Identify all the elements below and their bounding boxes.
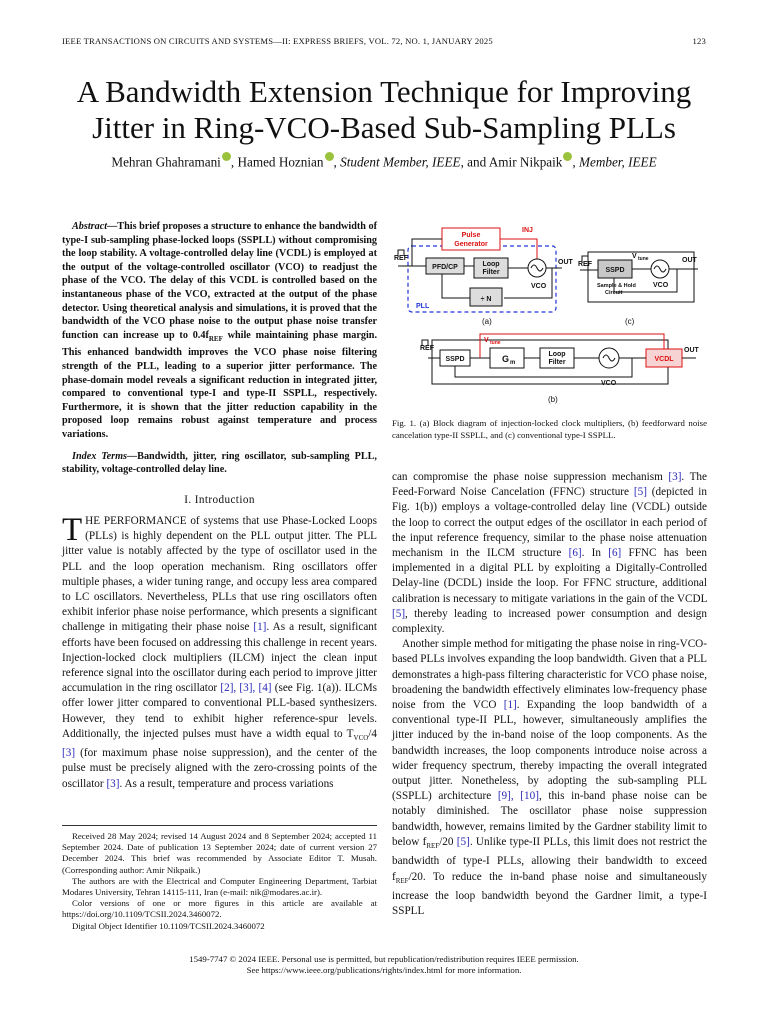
svg-text:G: G — [502, 354, 510, 364]
paragraph-bandwidth: Another simple method for mitigating the phase noise in ring-VCO-based PLLs involves expanding the loop bandwidth. Given that a PLL demonstrates a high-pass filtering characteristic for VCO phase noise, broadening the bandwidth effectively eliminates low-frequency phase noise from the VCO [1]. Expanding the loop bandwidth of a conventional type-II PLL, however, simultaneously amplifies the jitter induced by the in-band noise of the loop components. As the bandwidth increases, the loop components introduce noise across a wider frequency spectrum, thereby impacting the overall integrated output jitter. Nonetheless, by adopting the sub-sampling PLL (SSPLL) architecture [9], [10], this in-band phase noise can be notably diminished. The oscillator phase noise suppression bandwidth, however, remains limited by the Gardner stability limit to below $f_{REF}/20$ [5]. Unlike type-II PLLs, this limit does not restrict the bandwidth of type-I PLLs, allowing their bandwidth to exceed $f_{REF}/20$. To reduce the in-band phase noise and simultaneously increase the loop bandwidth beyond the Gardner limit, a type-I SSPLL — [392, 638, 707, 918]
svg-text:V: V — [484, 337, 489, 344]
svg-text:Filter: Filter — [482, 269, 500, 276]
svg-text:SSPD: SSPD — [445, 356, 465, 363]
svg-text:VCO: VCO — [531, 283, 547, 290]
svg-text:Circuit: Circuit — [605, 290, 623, 296]
title-line-2: Jitter in Ring-VCO-Based Sub-Sampling PLLs — [92, 110, 676, 145]
abstract-label: Abstract— — [72, 221, 118, 232]
citation-link[interactable]: [1] — [503, 699, 517, 712]
author-list: Mehran Ghahramani , Hamed Hoznian , Student Member, IEEE, and Amir Nikpaik , Member, IEEE — [40, 152, 728, 170]
citation-link[interactable]: [3] — [668, 471, 682, 483]
citation-link[interactable]: [5] — [456, 835, 470, 848]
section-heading: I. Introduction — [184, 493, 255, 506]
page-number: 123 — [692, 36, 706, 46]
svg-text:tune: tune — [638, 256, 649, 262]
svg-text:(c): (c) — [625, 317, 635, 326]
orcid-icon[interactable] — [325, 152, 334, 161]
svg-text:(a): (a) — [482, 317, 492, 326]
citation-link[interactable]: [2], [3], [4] — [220, 682, 272, 695]
svg-text:OUT: OUT — [682, 257, 697, 264]
citation-link[interactable]: [9], [10] — [497, 790, 539, 803]
svg-text:REF: REF — [578, 261, 592, 268]
svg-text:PLL: PLL — [416, 303, 430, 310]
svg-text:OUT: OUT — [684, 347, 699, 354]
svg-text:tune: tune — [490, 340, 501, 346]
svg-text:PFD/CP: PFD/CP — [432, 264, 458, 271]
author-3-role: Member, IEEE — [579, 154, 657, 170]
abstract: Abstract—This brief proposes a structure to enhance the bandwidth of type-I sub-sampling phase-locked loops (SSPLL) without compromising the loop stability. A voltage-controlled delay line (VCDL) is employed at the output of the voltage-controlled oscillator (VCO) to readjust the phase of the VCO. The delay of this VCDL is controlled based on the instantaneous phase of the VCO, extracted at the output of the phase detector. Using theoretical analysis and simulations, it is proved that the bandwidth of the VCO phase noise to the output phase noise transfer function can increase up to $0.4f_{REF}$ while maintaining phase margin. This enhanced bandwidth improves the VCO phase noise filtering strength of the PLL, leading to a superior jitter performance. The phase-domain model reveals a significant reduction in integrated jitter, compared to conventional type-I and type-II SSPLL, respectively. Furthermore, it is shown that the jitter reduction capability in the proposed loop remains robust against temperature and process variations. — [62, 221, 378, 440]
svg-text:OUT: OUT — [558, 259, 573, 266]
copyright-line-1: 1549-7747 © 2024 IEEE. Personal use is permitted, but republication/redistribution requires IEEE permission. — [189, 954, 579, 964]
right-column — [392, 470, 707, 919]
svg-text:Loop: Loop — [548, 351, 566, 358]
svg-text:Loop: Loop — [482, 261, 500, 268]
left-column — [62, 220, 377, 792]
orcid-icon[interactable] — [563, 152, 572, 161]
svg-text:Sample & Hold: Sample & Hold — [597, 283, 636, 289]
svg-text:V: V — [632, 253, 637, 260]
journal-name: IEEE TRANSACTIONS ON CIRCUITS AND SYSTEMS—II: EXPRESS BRIEFS, VOL. 72, NO. 1, JANUARY 2025 — [62, 36, 493, 46]
svg-text:SSPD: SSPD — [605, 267, 625, 274]
citation-link[interactable]: [5] — [633, 486, 647, 499]
index-terms: Index Terms—Bandwidth, jitter, ring oscillator, sub-sampling PLL, stability, voltage-controlled delay line. — [62, 450, 377, 476]
footnote-affiliation: The authors are with the Electrical and Computer Engineering Department, Tarbiat Modares University, Tehran 14115-111, Iran (e-mail: nik@modares.ac.ir). — [62, 875, 377, 898]
author-3: and Amir Nikpaik — [467, 154, 563, 170]
citation-link[interactable]: [3] — [106, 777, 120, 790]
ref-label: REF — [394, 255, 408, 262]
copyright-line-2[interactable]: See https://www.ieee.org/publications/rights/index.html for more information. — [246, 965, 522, 976]
svg-text:m: m — [510, 360, 516, 366]
title-line-1: A Bandwidth Extension Technique for Improving — [76, 74, 692, 109]
svg-text:VCDL: VCDL — [654, 356, 674, 363]
svg-text:Generator: Generator — [454, 241, 488, 248]
index-terms-label: Index Terms— — [72, 450, 138, 462]
pulse-generator-label: Pulse — [461, 232, 481, 239]
footnote-doi: Digital Object Identifier 10.1109/TCSII.2024.3460072 — [72, 920, 265, 931]
svg-text:REF: REF — [420, 345, 434, 352]
citation-link[interactable]: [1] — [253, 621, 267, 634]
orcid-icon[interactable] — [222, 152, 231, 161]
citation-link[interactable]: [3] — [62, 747, 76, 760]
paragraph-ffnc: can compromise the phase noise suppression mechanism [3]. The Feed-Forward Noise Cancelation (FFNC) structure [5] (depicted in Fig. 1(b)) employs a voltage-controlled delay line (VCDL) outside the loop to correct the output edges of the oscillator in each period of the input reference frequency, similar to the phase noise attenuation mechanism in the ILCM structure [6]. In [6] FFNC has been implemented in a digital PLL by exploiting a Digitally-Controlled Delay-line (DCDL) inside the loop. For FFNC structure, additional calibration is necessary to mitigate variations in the gain of the VCDL [5], thereby leading to increased power consumption and design complexity. — [392, 471, 707, 636]
figure-caption: Fig. 1. (a) Block diagram of injection-locked clock multipliers, (b) feedforward noise cancelation type-II SSPLL, and (c) conventional type-I SSPLL. — [392, 418, 707, 440]
figure-1-diagram — [392, 222, 707, 412]
author-1: Mehran Ghahramani — [111, 154, 221, 170]
footnote — [62, 825, 377, 932]
paper-title — [40, 74, 728, 146]
author-2-role: Student Member, IEEE — [340, 154, 461, 170]
svg-text:Filter: Filter — [548, 359, 566, 366]
copyright-notice — [0, 954, 768, 976]
footnote-color[interactable]: Color versions of one or more figures in this article are available at https://doi.org/10.1109/TCSII.2024.3460072. — [62, 898, 377, 920]
author-2: Hamed Hoznian — [237, 154, 324, 170]
svg-text:VCO: VCO — [653, 282, 669, 289]
svg-text:(b): (b) — [548, 395, 558, 404]
citation-link[interactable]: [5] — [392, 607, 406, 620]
running-header — [62, 36, 706, 46]
footnote-received: Received 28 May 2024; revised 14 August 2024 and 8 September 2024; accepted 11 September 2024. Date of publication 13 September 2024; date of current version 27 December 2024. This brief was recommended by Associate Editor T. Musah. (Corresponding author: Amir Nikpaik.) — [62, 831, 377, 875]
svg-text:VCO: VCO — [601, 380, 617, 387]
drop-cap: T — [62, 511, 83, 548]
inj-label: INJ — [522, 227, 533, 234]
svg-text:÷ N: ÷ N — [480, 296, 492, 303]
citation-link[interactable]: [6] — [608, 547, 622, 560]
citation-link[interactable]: [6] — [568, 547, 582, 560]
intro-paragraph: THE PERFORMANCE of systems that use Phase-Locked Loops (PLLs) is highly dependent on the PLL output jitter. The PLL jitter value is notably affected by the type of oscillator used in the PLL and the loop operation mechanism. Ring oscillators offer multiple phases, a wider tuning range, and occupy less area compared to LC oscillators. Nevertheless, PLLs that use ring oscillators often exhibit inferior phase noise performance, which presents a significant challenge in mitigating their phase noise [1]. As a result, significant efforts have been focused on addressing this challenge in recent years. Injection-locked clock multipliers (ILCM) inject the clean input reference signal into the oscillator during each period to improve jitter accumulation in the ring oscillator [2], [3], [4] (see Fig. 1(a)). ILCMs offer lower jitter compared to conventional PLL-based synthesizers. However, they tend to exhibit higher reference-spur levels. Additionally, the injected pulses must have a width equal to $T_{VCO}/4$ [3] (for maximum phase noise suppression), and the center of the pulse must be precisely aligned with the zero-crossing points of the oscillator [3]. As a result, temperature and process variations — [62, 511, 377, 790]
